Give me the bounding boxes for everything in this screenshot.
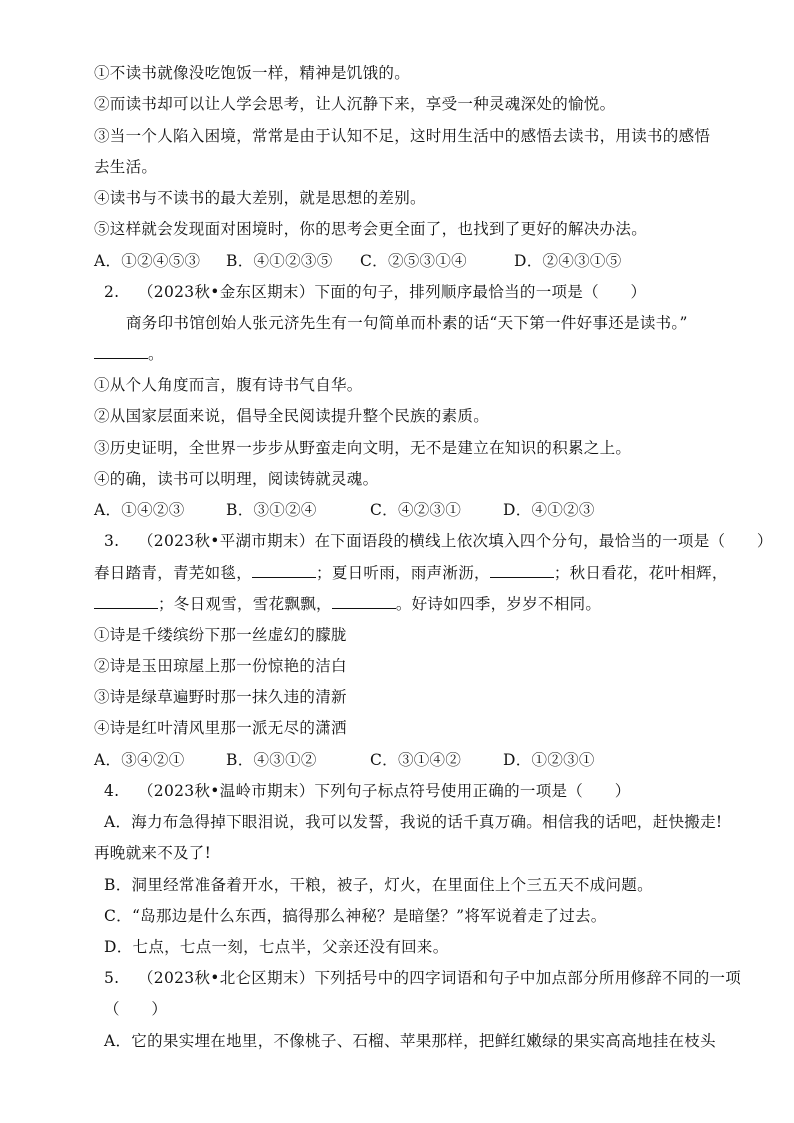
q4-option-d: D．七点，七点一刻，七点半，父亲还没有回来。 (104, 938, 449, 956)
q3-passage-2a: ；冬日观雪，雪花飘飘， (158, 595, 332, 613)
q3-option-c: C．③①④② (370, 751, 462, 769)
q3-item-2: ②诗是玉田琼屋上那一份惊艳的洁白 (94, 657, 347, 675)
q1-option-a: A．①②④⑤③ (94, 252, 201, 270)
q4-option-a-line-2: 再晚就来不及了! (94, 844, 212, 862)
q2-options (94, 499, 595, 521)
q2-passage-end: 。 (148, 345, 164, 363)
q3-blank-1 (252, 562, 316, 578)
q3-item-3: ③诗是绿草遍野时那一抹久违的清新 (94, 688, 347, 706)
q3-stem: （2023秋•平湖市期末）在下面语段的横线上依次填入四个分句，最恰当的一项是（ ） (138, 532, 773, 550)
q2-answer-blank (94, 343, 148, 359)
q4-number: 4. (104, 782, 120, 800)
q1-option-c: C．②⑤③①④ (360, 252, 467, 270)
q5-option-a-line-1: A．它的果实埋在地里，不像桃子、石榴、苹果那样，把鲜红嫩绿的果实高高地挂在枝头 (104, 1032, 716, 1050)
q1-item-5: ⑤这样就会发现面对困境时，你的思考会更全面了，也找到了更好的解决办法。 (94, 220, 648, 238)
q1-item-3: ③当一个人陷入困境，常常是由于认知不足，这时用生活中的感悟去读书，用读书的感悟 (94, 127, 711, 145)
q3-blank-2 (490, 562, 554, 578)
q3-item-1: ①诗是千缕缤纷下那一丝虚幻的朦胧 (94, 626, 347, 644)
q1-item-3-cont: 去生活。 (94, 158, 158, 176)
q1-item-1: ①不读书就像没吃饱饭一样，精神是饥饿的。 (94, 64, 411, 82)
q2-passage: 商务印书馆创始人张元济先生有一句简单而朴素的话“天下第一件好事还是读书。” (126, 314, 688, 332)
q2-number: 2. (104, 283, 120, 301)
q2-item-2: ②从国家层面来说，倡导全民阅读提升整个民族的素质。 (94, 407, 490, 425)
q3-item-4: ④诗是红叶清风里那一派无尽的潇洒 (94, 719, 347, 737)
q5-stem-paren: （ ） (104, 1000, 168, 1018)
q3-passage-1a: 春日踏青，青芜如毯， (94, 564, 253, 582)
q2-option-d: D．④①②③ (503, 501, 595, 519)
q3-passage-line-1 (94, 562, 728, 584)
q1-option-b: B．④①②③⑤ (226, 252, 333, 270)
q3-option-d: D．①②③① (503, 751, 595, 769)
q2-stem: （2023秋•金东区期末）下面的句子，排列顺序最恰当的一项是（ ） (138, 283, 647, 301)
q2-item-4: ④的确，读书可以明理，阅读铸就灵魂。 (94, 470, 379, 488)
q1-item-2: ②而读书却可以让人学会思考，让人沉静下来，享受一种灵魂深处的愉悦。 (94, 95, 616, 113)
q3-passage-2b: 。好诗如四季，岁岁不相同。 (395, 595, 602, 613)
q3-blank-3 (94, 593, 158, 609)
q4-stem: （2023秋•温岭市期末）下列句子标点符号使用正确的一项是（ ） (138, 782, 631, 800)
q1-options (94, 250, 622, 272)
q3-option-a: A．③④②① (94, 751, 185, 769)
q4-option-c: C．“岛那边是什么东西，搞得那么神秘？是暗堡？”将军说着走了过去。 (104, 907, 607, 925)
q3-number: 3. (104, 532, 120, 550)
q3-passage-1b: ；夏日听雨，雨声淅沥， (316, 564, 490, 582)
q3-option-b: B．④③①② (226, 751, 317, 769)
q3-passage-1c: ；秋日看花，花叶相辉， (553, 564, 728, 582)
q4-option-a-line-1: A．海力布急得掉下眼泪说，我可以发誓，我说的话千真万确。相信我的话吧，赶快搬走! (104, 813, 723, 831)
q2-stem-line (104, 281, 646, 303)
q3-blank-4 (332, 593, 396, 609)
q3-options (94, 749, 595, 771)
q2-option-c: C．④②③① (370, 501, 462, 519)
q1-option-d: D．②④③①⑤ (514, 252, 622, 270)
q3-stem-line (104, 530, 773, 552)
q1-item-4: ④读书与不读书的最大差别，就是思想的差别。 (94, 189, 426, 207)
q2-option-a: A．①④②③ (94, 501, 185, 519)
q2-passage-blank-line (94, 343, 164, 365)
q2-item-1: ①从个人角度而言，腹有诗书气自华。 (94, 376, 363, 394)
q4-option-b: B．洞里经常准备着开水，干粮，被子，灯火，在里面住上个三五天不成问题。 (104, 876, 653, 894)
q5-stem-line (104, 967, 741, 989)
q3-passage-line-2 (94, 593, 601, 615)
q2-option-b: B．③①②④ (226, 501, 317, 519)
q2-item-3: ③历史证明，全世界一步步从野蛮走向文明，无不是建立在知识的积累之上。 (94, 439, 632, 457)
q4-stem-line (104, 780, 631, 802)
q5-stem: （2023秋•北仑区期末）下列括号中的四字词语和句子中加点部分所用修辞不同的一项 (138, 969, 742, 987)
q5-number: 5. (104, 969, 120, 987)
